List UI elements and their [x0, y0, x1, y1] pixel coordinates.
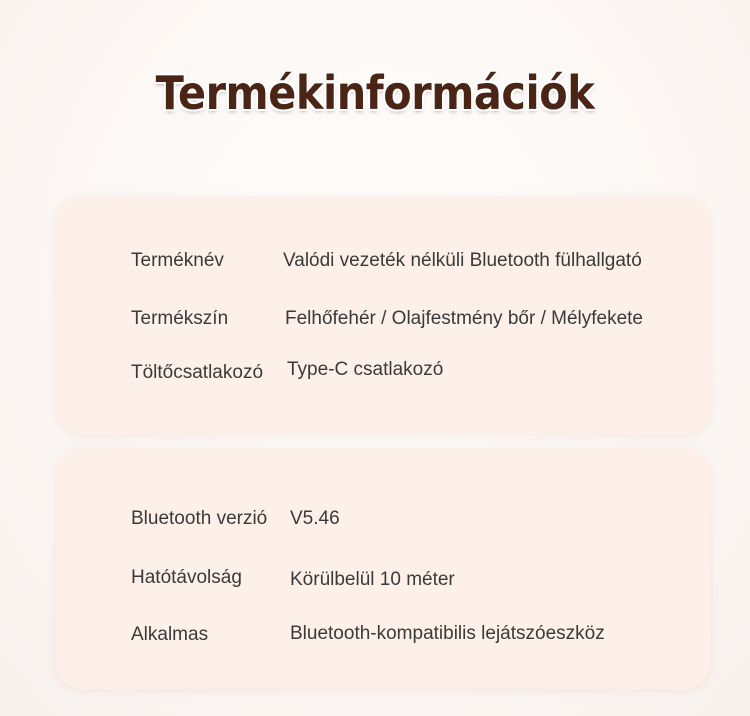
spec-value: Körülbelül 10 méter [290, 569, 455, 590]
spec-row-range [131, 567, 691, 593]
spec-row-product-name [131, 250, 691, 276]
spec-label: Hatótávolság [131, 567, 242, 588]
spec-label: Töltőcsatlakozó [131, 362, 264, 383]
spec-row-compatible [131, 624, 691, 650]
spec-value: V5.46 [290, 508, 340, 529]
spec-label: Terméknév [131, 250, 224, 271]
page-title: Termékinformációk [155, 66, 595, 120]
spec-label: Alkalmas [131, 624, 209, 645]
spec-value: Bluetooth-kompatibilis lejátszóeszköz [290, 623, 605, 644]
spec-value: Felhőfehér / Olajfestmény bőr / Mélyfekete [285, 308, 643, 329]
spec-row-charging-port [131, 359, 691, 388]
spec-value: Valódi vezeték nélküli Bluetooth fülhallgató [283, 250, 642, 271]
technical-info-card [56, 448, 710, 689]
spec-row-product-color [131, 308, 691, 334]
spec-label: Bluetooth verzió [131, 508, 268, 529]
spec-label: Termékszín [131, 308, 229, 329]
product-info-card [56, 197, 710, 434]
spec-value: Type-C csatlakozó [287, 359, 444, 380]
spec-row-bluetooth-version [131, 508, 691, 534]
